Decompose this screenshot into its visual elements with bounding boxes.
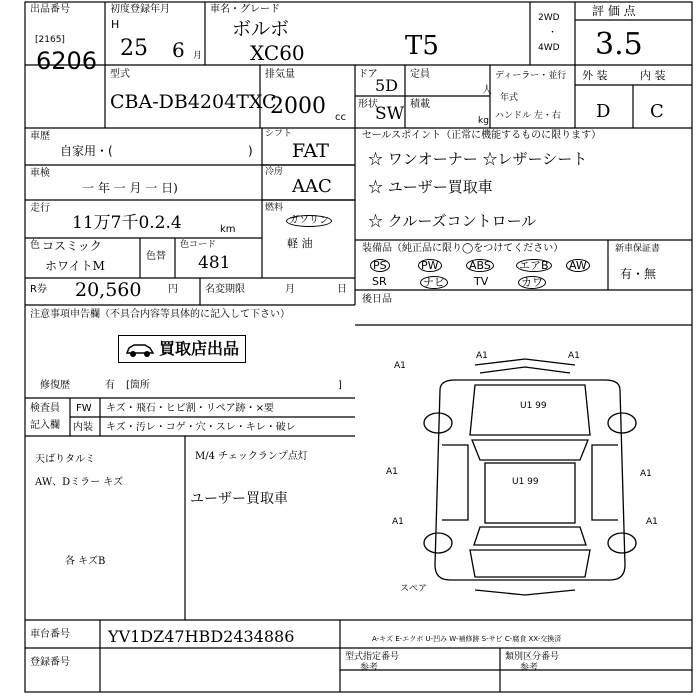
dealer-label: ディーラー・並行	[495, 71, 567, 81]
colorcode-value: 481	[198, 253, 231, 273]
remark-right-1: M/4 チェックランプ点灯	[195, 451, 308, 462]
selling-point-1: ☆ ワンオーナー ☆レザーシート	[368, 150, 588, 168]
recycle-label: R券	[30, 284, 47, 295]
recycle-unit: 円	[168, 284, 178, 295]
shape-label: 形状	[358, 99, 378, 110]
lot-label: 出品番号	[30, 4, 70, 15]
color-value1: コスミック	[42, 239, 102, 253]
door-label: ドア	[358, 69, 378, 80]
repaint-label: 色替	[146, 251, 166, 262]
shift-value: FAT	[292, 140, 329, 162]
equipment-label: 装備品（純正品に限り◯をつけてください）	[362, 243, 564, 254]
repair-place: [箇所	[126, 380, 150, 391]
notes-label: 注意事項申告欄（不具合内容等具体的に記入して下さい）	[30, 309, 290, 320]
remark-left-3: 各 キズB	[65, 556, 106, 567]
year-label: 年式	[500, 93, 519, 103]
mileage-label: 走行	[30, 203, 50, 214]
history-value: 自家用・(	[60, 144, 113, 158]
buyback-badge	[118, 335, 246, 363]
nameexp-month: 月	[285, 284, 295, 295]
name-label: 車名・グレード	[210, 4, 280, 15]
damage-mark-front-side: A1	[394, 361, 406, 371]
remark-right-2: ユーザー買取車	[190, 491, 288, 507]
ac-label: 冷房	[265, 167, 284, 177]
grade: T5	[405, 31, 439, 61]
handle-label: ハンドル 左・右	[495, 111, 561, 121]
repair-value: 有	[105, 380, 115, 391]
chassis-value: YV1DZ47HBD2434886	[108, 627, 295, 646]
model-label: 型式	[110, 69, 130, 80]
remark-left-2: AW、Dミラー キズ	[35, 477, 124, 488]
inspector-row1: キズ・飛石・ヒビ割・リペア跡・×要	[106, 403, 274, 414]
color-label: 色	[30, 240, 40, 251]
disp-unit: cc	[335, 112, 346, 123]
history-close: )	[248, 144, 253, 158]
warranty-value: 有・無	[620, 267, 657, 281]
load-unit: kg	[478, 116, 489, 126]
color-value2: ホワイトM	[45, 259, 105, 273]
damage-mark-left-door: A1	[386, 467, 398, 477]
month-unit: 月	[193, 51, 203, 61]
history-label: 車歴	[30, 131, 50, 142]
nameexp-day: 日	[337, 284, 347, 295]
cap-unit: 人	[482, 85, 492, 96]
drive-dot: ・	[548, 28, 558, 38]
inspector-label-2: 記入欄	[30, 420, 60, 431]
int-label: 内 装	[640, 69, 666, 82]
fuel-diesel: 軽 油	[287, 237, 313, 250]
inspect-value: 一 年 一 月 一 日)	[82, 181, 178, 195]
repair-close: ]	[338, 380, 342, 391]
remark-left-1: 天ばりタルミ	[35, 454, 95, 465]
regno-label: 登録番号	[30, 657, 70, 668]
rear-seat-label: 後日品	[362, 294, 392, 305]
disp-value: 2000	[270, 94, 326, 119]
damage-mark-front-right: A1	[568, 351, 580, 361]
drive-2wd: 2WD	[538, 13, 560, 23]
equip-airbag: エアB	[516, 259, 552, 272]
damage-mark-roof: U1 99	[512, 477, 539, 487]
reg-year: 25	[120, 36, 148, 61]
inspector-fw: FW	[76, 403, 92, 414]
class-label: 類別区分番号	[505, 652, 560, 662]
selling-point-3: ☆ クルーズコントロール	[368, 212, 537, 230]
fuel-value: ガソリン	[286, 215, 332, 227]
type-spec-label: 型式指定番号	[345, 652, 400, 662]
lot-sub: [2165]	[35, 35, 65, 45]
shape-value: SW	[375, 104, 405, 124]
car-icon	[125, 340, 155, 358]
type-spec-ref: 参考	[360, 663, 379, 673]
ac-value: AAC	[292, 176, 332, 197]
fuel-label: 燃料	[265, 203, 284, 213]
newcar-warranty-label: 新車保証書	[615, 244, 661, 254]
colorcode-label: 色コード	[180, 240, 217, 250]
disp-label: 排気量	[265, 69, 295, 80]
inspector-label-1: 検査員	[30, 403, 60, 414]
shift-label: シフト	[265, 129, 293, 139]
mileage-unit: km	[220, 224, 236, 235]
load-label: 積載	[410, 99, 430, 110]
damage-mark-front-left: A1	[476, 351, 488, 361]
damage-mark-right-rear: A1	[646, 517, 658, 527]
nameexp-label: 名変期限	[205, 284, 245, 295]
door-value: 5D	[375, 76, 399, 95]
reg-month: 6	[172, 38, 185, 62]
equip-aw: AW	[566, 259, 590, 272]
buyback-text: 買取店出品	[159, 339, 240, 358]
int-grade: C	[650, 101, 664, 122]
model-code: CBA-DB4204TXC	[110, 91, 277, 113]
lot-number: 6206	[36, 47, 98, 75]
cap-label: 定員	[410, 69, 430, 80]
recycle-value: 20,560	[75, 279, 142, 301]
mileage-value: 11万7千0.2.4	[72, 213, 182, 233]
repair-label: 修復歴	[40, 380, 70, 391]
model-name: XC60	[250, 41, 305, 65]
spare-label: スペア	[400, 584, 428, 594]
selling-label: セールスポイント（正常に機能するものに限ります）	[362, 130, 602, 141]
score-label: 評 価 点	[592, 4, 636, 18]
era-mark: H	[111, 18, 120, 31]
drive-4wd: 4WD	[538, 43, 560, 53]
ext-label: 外 装	[582, 69, 608, 82]
inspector-row2: キズ・汚レ・コゲ・穴・スレ・キレ・破レ	[106, 422, 296, 433]
selling-point-2: ☆ ユーザー買取車	[368, 178, 493, 196]
equip-sr: SR	[372, 275, 387, 288]
ext-grade: D	[596, 101, 611, 122]
damage-legend: A-キズ E-エクボ U-凹み W-補修跡 S-サビ C-腐食 XX-交換済	[372, 635, 562, 643]
equip-ps: PS	[370, 259, 390, 272]
damage-mark-hood: U1 99	[520, 401, 547, 411]
damage-mark-left-rear: A1	[392, 517, 404, 527]
equip-abs: ABS	[466, 259, 494, 272]
class-ref: 参考	[520, 663, 539, 673]
equip-tv: TV	[474, 275, 489, 288]
equip-pw: PW	[418, 259, 442, 272]
car-name: ボルボ	[232, 18, 290, 40]
equip-navi: ナビ	[420, 276, 448, 289]
chassis-label: 車台番号	[30, 629, 70, 640]
equip-leather: カワ	[518, 276, 546, 289]
damage-mark-right-door: A1	[640, 469, 652, 479]
inspector-int: 内装	[73, 422, 93, 433]
reg-label: 初度登録年月	[110, 4, 170, 15]
inspect-label: 車検	[30, 168, 50, 179]
score-value: 3.5	[595, 27, 643, 62]
